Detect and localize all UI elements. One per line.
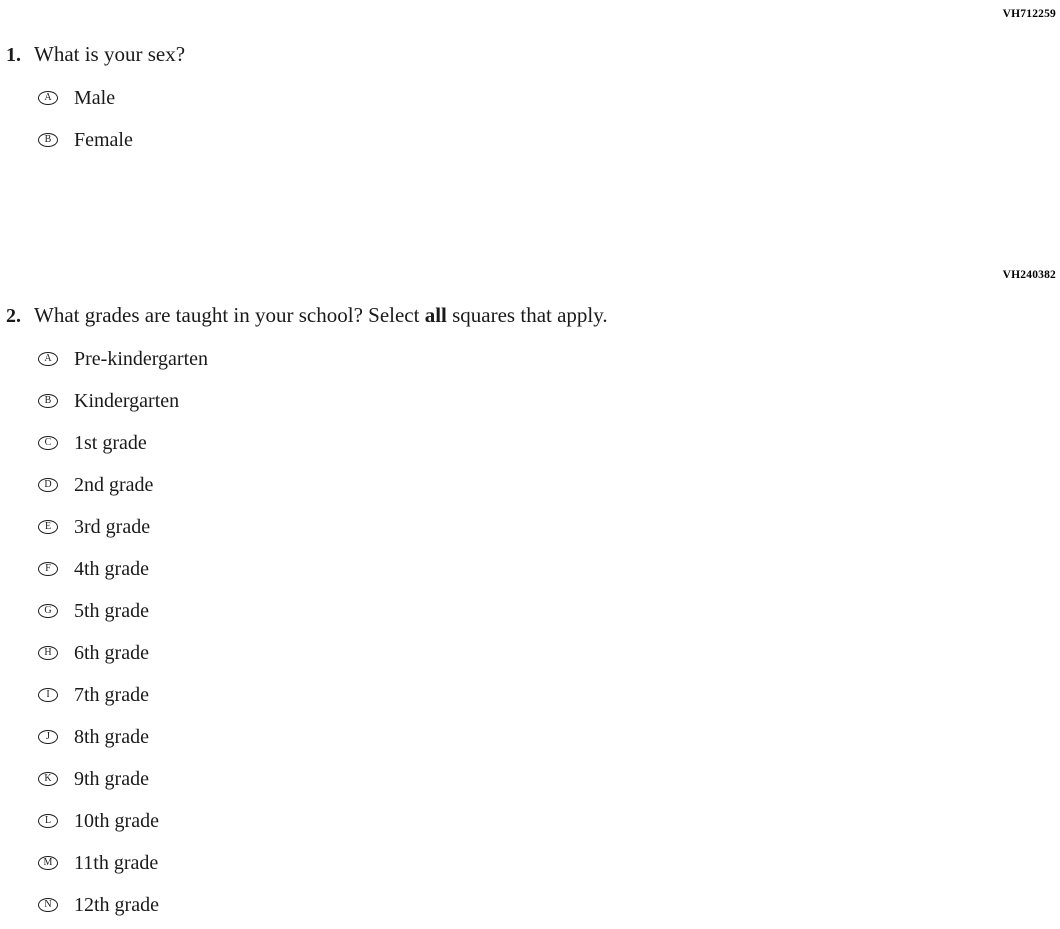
option-label: 1st grade xyxy=(74,431,147,454)
option-letter-n: N xyxy=(38,898,58,912)
item-id-q1: VH712259 xyxy=(1002,8,1056,20)
option-row[interactable] xyxy=(0,119,1060,161)
option-letter-b: B xyxy=(38,133,58,147)
option-letter-g: G xyxy=(38,604,58,618)
option-row[interactable] xyxy=(0,380,1060,422)
option-row[interactable] xyxy=(0,800,1060,842)
option-row[interactable] xyxy=(0,464,1060,506)
question-block-1 xyxy=(0,42,1060,161)
option-row[interactable] xyxy=(0,632,1060,674)
option-label: 7th grade xyxy=(74,683,149,706)
option-bubble-icon[interactable] xyxy=(30,772,66,786)
question-text-2 xyxy=(34,303,608,328)
option-bubble-icon[interactable] xyxy=(30,730,66,744)
question-block-2 xyxy=(0,303,1060,926)
option-label: 3rd grade xyxy=(74,515,151,538)
option-row[interactable] xyxy=(0,338,1060,380)
option-letter-b: B xyxy=(38,394,58,408)
option-bubble-icon[interactable] xyxy=(30,562,66,576)
option-bubble-icon[interactable] xyxy=(30,91,66,105)
question-text-2-part-2: squares that apply. xyxy=(446,303,608,327)
question-text-2-part-0: What grades are taught in your school? Select xyxy=(34,303,425,327)
option-label: Male xyxy=(74,86,116,109)
option-letter-d: D xyxy=(38,478,58,492)
option-letter-j: J xyxy=(38,730,58,744)
option-row[interactable] xyxy=(0,422,1060,464)
option-bubble-icon[interactable] xyxy=(30,646,66,660)
option-label: Female xyxy=(74,128,133,151)
question-text-1 xyxy=(34,42,185,67)
option-bubble-icon[interactable] xyxy=(30,856,66,870)
option-letter-a: A xyxy=(38,91,58,105)
option-bubble-icon[interactable] xyxy=(30,436,66,450)
option-letter-i: I xyxy=(38,688,58,702)
option-bubble-icon[interactable] xyxy=(30,604,66,618)
question-number-2: 2. xyxy=(6,305,21,327)
option-letter-f: F xyxy=(38,562,58,576)
option-letter-h: H xyxy=(38,646,58,660)
option-row[interactable] xyxy=(0,758,1060,800)
option-bubble-icon[interactable] xyxy=(30,394,66,408)
option-letter-m: M xyxy=(38,856,58,870)
option-bubble-icon[interactable] xyxy=(30,352,66,366)
option-label: Pre-kindergarten xyxy=(74,347,209,370)
option-row[interactable] xyxy=(0,548,1060,590)
option-bubble-icon[interactable] xyxy=(30,688,66,702)
option-label: Kindergarten xyxy=(74,389,180,412)
option-label: 5th grade xyxy=(74,599,149,622)
option-label: 9th grade xyxy=(74,767,149,790)
option-label: 2nd grade xyxy=(74,473,154,496)
option-bubble-icon[interactable] xyxy=(30,478,66,492)
option-bubble-icon[interactable] xyxy=(30,133,66,147)
question-prompt-2 xyxy=(0,303,1060,328)
option-label: 4th grade xyxy=(74,557,149,580)
option-letter-e: E xyxy=(38,520,58,534)
option-row[interactable] xyxy=(0,716,1060,758)
option-letter-a: A xyxy=(38,352,58,366)
item-id-q2: VH240382 xyxy=(1002,269,1056,281)
question-number-1: 1. xyxy=(6,44,21,66)
option-label: 10th grade xyxy=(74,809,159,832)
option-bubble-icon[interactable] xyxy=(30,898,66,912)
option-label: 11th grade xyxy=(74,851,159,874)
option-letter-k: K xyxy=(38,772,58,786)
option-label: 12th grade xyxy=(74,893,159,916)
option-bubble-icon[interactable] xyxy=(30,814,66,828)
option-letter-l: L xyxy=(38,814,58,828)
option-label: 6th grade xyxy=(74,641,149,664)
option-label: 8th grade xyxy=(74,725,149,748)
question-text-2-part-1: all xyxy=(424,303,447,327)
option-row[interactable] xyxy=(0,674,1060,716)
option-row[interactable] xyxy=(0,884,1060,926)
option-bubble-icon[interactable] xyxy=(30,520,66,534)
option-row[interactable] xyxy=(0,77,1060,119)
options-list-1 xyxy=(0,77,1060,161)
option-row[interactable] xyxy=(0,506,1060,548)
option-row[interactable] xyxy=(0,590,1060,632)
question-text-1-part-0: What is your sex? xyxy=(34,42,186,66)
question-prompt-1 xyxy=(0,42,1060,67)
options-list-2 xyxy=(0,338,1060,926)
option-letter-c: C xyxy=(38,436,58,450)
option-row[interactable] xyxy=(0,842,1060,884)
